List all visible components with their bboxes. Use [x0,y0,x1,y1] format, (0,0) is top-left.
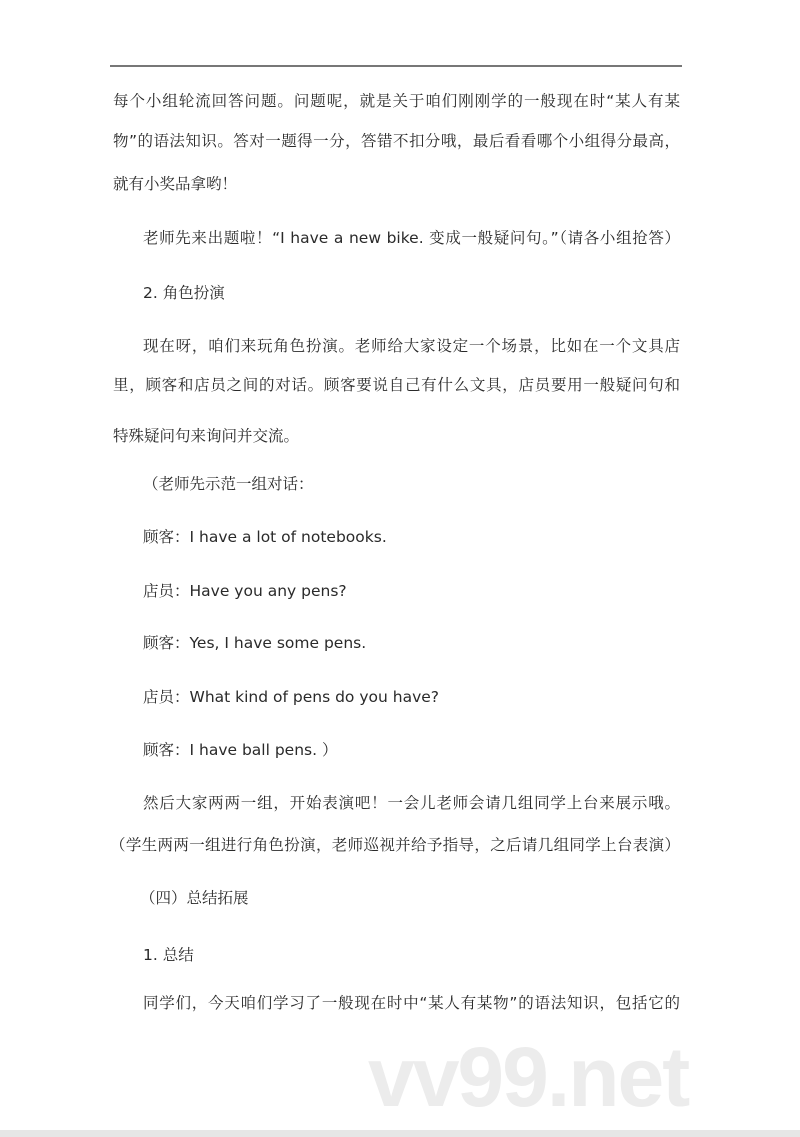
paragraph-line: 同学们，今天咱们学习了一般现在时中“某人有某物”的语法知识，包括它的 [143,994,680,1012]
dialogue-line: 顾客：Yes, I have some pens. [143,634,367,652]
paragraph-line: 里，顾客和店员之间的对话。顾客要说自己有什么文具，店员要用一般疑问句和 [113,376,680,394]
paragraph-line: （学生两两一组进行角色扮演，老师巡视并给予指导，之后请几组同学上台表演） [110,836,680,854]
paragraph-line: 每个小组轮流回答问题。问题呢，就是关于咱们刚刚学的一般现在时“某人有某 [113,92,680,110]
section-heading: 1. 总结 [143,946,194,964]
dialogue-line: 店员：What kind of pens do you have? [143,688,440,706]
dialogue-line: 顾客：I have ball pens. ） [143,741,338,759]
paragraph-line: （老师先示范一组对话： [143,475,314,493]
section-heading: 2. 角色扮演 [143,284,225,302]
paragraph-line: 特殊疑问句来询问并交流。 [113,427,300,445]
watermark: vv99.net [368,1030,689,1124]
section-heading: （四）总结拓展 [140,889,249,907]
paragraph-line: 老师先来出题啦！“I have a new bike. 变成一般疑问句。”（请各小组抢答） [143,229,680,247]
paragraph-line: 然后大家两两一组，开始表演吧！一会儿老师会请几组同学上台来展示哦。 [143,794,680,812]
dialogue-line: 店员：Have you any pens? [143,582,347,600]
paragraph-line: 现在呀，咱们来玩角色扮演。老师给大家设定一个场景，比如在一个文具店 [143,337,680,355]
paragraph-line: 物”的语法知识。答对一题得一分，答错不扣分哦，最后看看哪个小组得分最高， [113,132,680,150]
header-rule [110,65,682,67]
paragraph-line: 就有小奖品拿哟！ [113,175,238,193]
dialogue-line: 顾客：I have a lot of notebooks. [143,528,387,546]
page-bottom-edge [0,1130,800,1137]
